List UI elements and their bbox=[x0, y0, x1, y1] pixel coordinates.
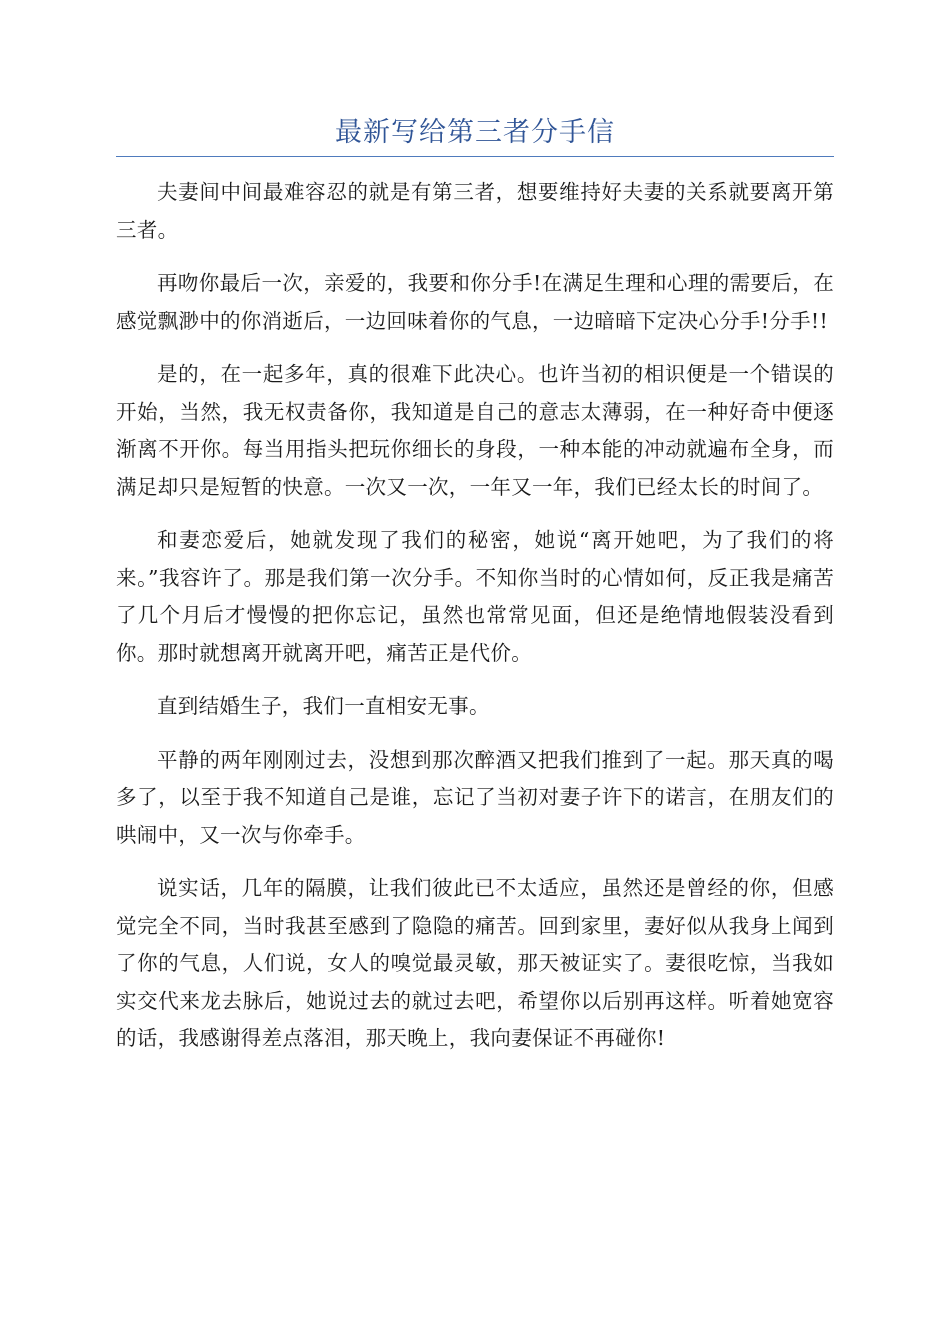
page-title: 最新写给第三者分手信 bbox=[335, 117, 615, 148]
paragraph: 平静的两年刚刚过去，没想到那次醉酒又把我们推到了一起。那天真的喝多了，以至于我不知道自己是谁，忘记了当初对妻子许下的诺言，在朋友们的哄闹中，又一次与你牵手。 bbox=[116, 747, 834, 847]
title-block bbox=[116, 110, 834, 157]
paragraph: 夫妻间中间最难容忍的就是有第三者，想要维持好夫妻的关系就要离开第三者。 bbox=[116, 180, 834, 242]
document-body bbox=[116, 174, 834, 1074]
paragraph: 再吻你最后一次，亲爱的，我要和你分手!在满足生理和心理的需要后，在感觉飘渺中的你消逝后，一边回味着你的气息，一边暗暗下定决心分手!分手!! bbox=[116, 271, 834, 333]
paragraph: 是的，在一起多年，真的很难下此决心。也许当初的相识便是一个错误的开始，当然，我无权责备你，我知道是自己的意志太薄弱，在一种好奇中便逐渐离不开你。每当用指头把玩你细长的身段，一种本能的冲动就遍布全身，而满足却只是短暂的快意。一次又一次，一年又一年，我们已经太长的时间了。 bbox=[116, 362, 834, 499]
paragraph: 和妻恋爱后，她就发现了我们的秘密，她说“离开她吧，为了我们的将来。”我容许了。那是我们第一次分手。不知你当时的心情如何，反正我是痛苦了几个月后才慢慢的把你忘记，虽然也常常见面，但还是绝情地假装没看到你。那时就想离开就离开吧，痛苦正是代价。 bbox=[116, 528, 834, 665]
paragraph: 直到结婚生子，我们一直相安无事。 bbox=[157, 694, 490, 718]
paragraph: 说实话，几年的隔膜，让我们彼此已不太适应，虽然还是曾经的你，但感觉完全不同，当时我甚至感到了隐隐的痛苦。回到家里，妻好似从我身上闻到了你的气息，人们说，女人的嗅觉最灵敏，那天被证实了。妻很吃惊，当我如实交代来龙去脉后，她说过去的就过去吧，希望你以后别再这样。听着她宽容的话，我感谢得差点落泪，那天晚上，我向妻保证不再碰你! bbox=[116, 876, 834, 1050]
